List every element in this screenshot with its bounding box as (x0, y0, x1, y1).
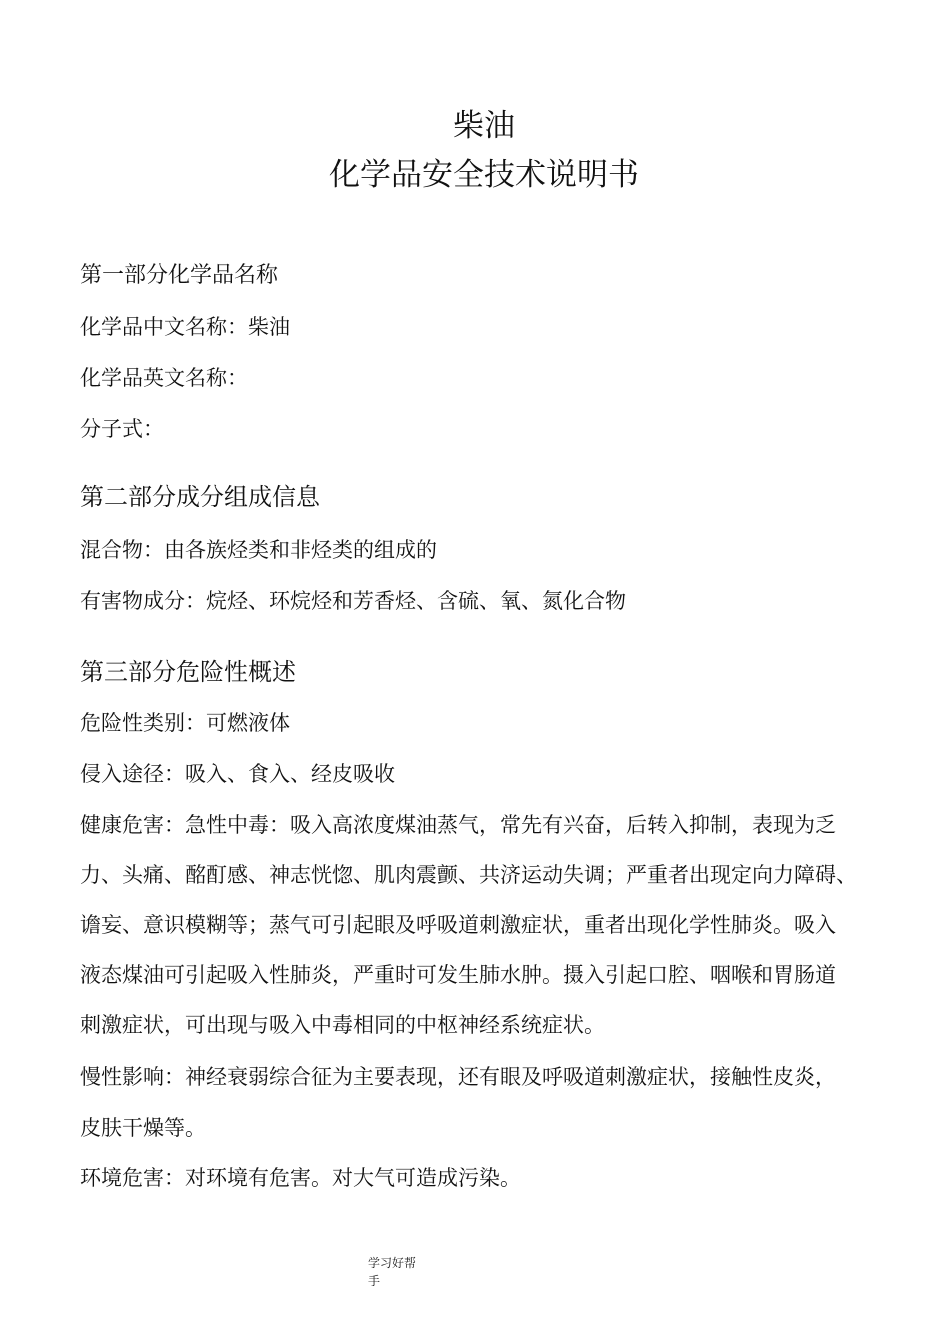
section-2-heading: 第二部分成分组成信息 (80, 483, 320, 511)
exposure-route-line: 侵入途径：吸入、食入、经皮吸收 (80, 762, 395, 786)
environment-hazard-line: 环境危害：对环境有危害。对大气可造成污染。 (80, 1166, 521, 1190)
footer-text: 手 (368, 1274, 381, 1288)
document-title: 柴油 (453, 108, 515, 144)
chronic-effect-line: 皮肤干燥等。 (80, 1116, 206, 1140)
document-subtitle: 化学品安全技术说明书 (329, 157, 639, 193)
mixture-line: 混合物：由各族烃类和非烃类的组成的 (80, 538, 437, 562)
chinese-name-line: 化学品中文名称：柴油 (80, 315, 290, 339)
chronic-effect-line: 慢性影响：神经衰弱综合征为主要表现，还有眼及呼吸道刺激症状，接触性皮炎， (80, 1065, 836, 1089)
section-3-heading: 第三部分危险性概述 (80, 658, 296, 686)
health-hazard-line: 健康危害：急性中毒：吸入高浓度煤油蒸气，常先有兴奋，后转入抑制，表现为乏 (80, 813, 836, 837)
health-hazard-line: 谵妄、意识模糊等；蒸气可引起眼及呼吸道刺激症状，重者出现化学性肺炎。吸入 (80, 913, 836, 937)
page-footer (368, 1254, 428, 1290)
formula-line: 分子式： (80, 417, 164, 441)
health-hazard-line: 力、头痛、酩酊感、神志恍惚、肌肉震颤、共济运动失调；严重者出现定向力障碍、 (80, 863, 857, 887)
health-hazard-line: 液态煤油可引起吸入性肺炎，严重时可发生肺水肿。摄入引起口腔、咽喉和胃肠道 (80, 963, 836, 987)
section-1-heading: 第一部分化学品名称 (80, 263, 279, 288)
english-name-line: 化学品英文名称： (80, 366, 248, 390)
health-hazard-line: 刺激症状，可出现与吸入中毒相同的中枢神经系统症状。 (80, 1013, 605, 1037)
hazard-class-line: 危险性类别：可燃液体 (80, 711, 290, 735)
hazardous-components-line: 有害物成分：烷烃、环烷烃和芳香烃、含硫、氧、氮化合物 (80, 589, 626, 613)
footer-text: 学习好帮 (368, 1256, 417, 1270)
